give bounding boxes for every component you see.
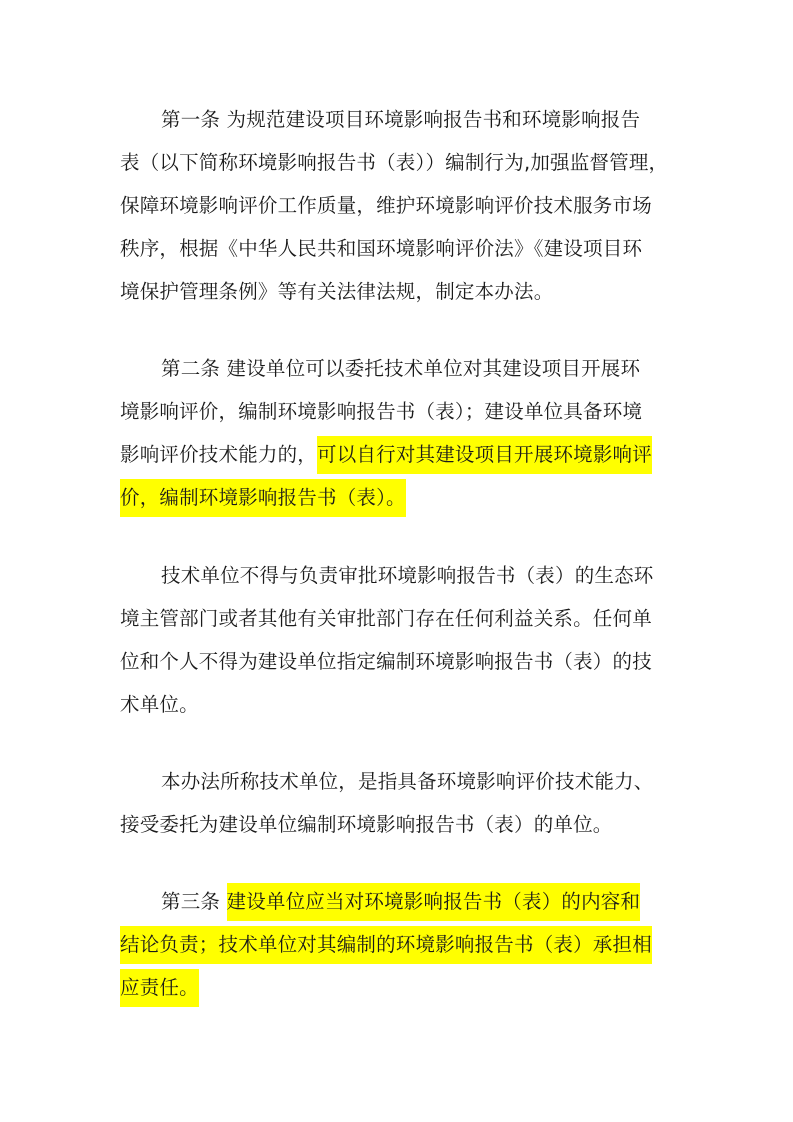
text-line: 秩序，根据《中华人民共和国环境影响评价法》《建设项目环	[120, 237, 643, 260]
text-line: 境影响评价，编制环境影响报告书（表）；建设单位具备环境	[120, 400, 643, 423]
text-line: 技术单位不得与负责审批环境影响报告书（表）的生态环	[161, 564, 654, 587]
text-line: 术单位。	[120, 693, 199, 716]
text-line: 境保护管理条例》等有关法律法规，制定本办法。	[120, 280, 554, 303]
highlighted-text: 建设单位应当对环境影响报告书（表）的内容和	[227, 883, 641, 921]
text-line: 位和个人不得为建设单位指定编制环境影响报告书（表）的技	[120, 650, 652, 673]
text-line	[120, 433, 680, 476]
text-line: 保障环境影响评价工作质量，维护环境影响评价技术服务市场	[120, 194, 652, 217]
text-line	[120, 880, 680, 923]
text-line: 本办法所称技术单位，是指具备环境影响评价技术能力、	[161, 770, 654, 793]
text-line: 表（以下简称环境影响报告书（表））编制行为,加强监督管理，	[120, 151, 669, 174]
text-line	[120, 476, 680, 519]
article-1-paragraph	[120, 98, 680, 313]
text-line: 第一条 为规范建设项目环境影响报告书和环境影响报告	[161, 108, 641, 131]
highlighted-text: 价，编制环境影响报告书（表）。	[120, 479, 406, 517]
highlighted-text: 结论负责；技术单位对其编制的环境影响报告书（表）承担相	[120, 926, 652, 964]
text-segment: 影响评价技术能力的，	[120, 443, 318, 466]
text-line: 接受委托为建设单位编制环境影响报告书（表）的单位。	[120, 813, 613, 836]
text-line: 第二条 建设单位可以委托技术单位对其建设项目开展环	[161, 357, 641, 380]
definition-paragraph	[120, 760, 680, 846]
highlighted-text: 可以自行对其建设项目开展环境影响评	[317, 436, 652, 474]
text-segment: 第三条	[161, 890, 227, 913]
article-3-paragraph	[120, 880, 680, 1009]
technical-unit-paragraph	[120, 554, 680, 726]
text-line: 境主管部门或者其他有关审批部门存在任何利益关系。任何单	[120, 607, 652, 630]
text-line	[120, 923, 680, 966]
highlighted-text: 应责任。	[120, 969, 199, 1007]
article-2-paragraph	[120, 347, 680, 519]
text-line	[120, 966, 680, 1009]
